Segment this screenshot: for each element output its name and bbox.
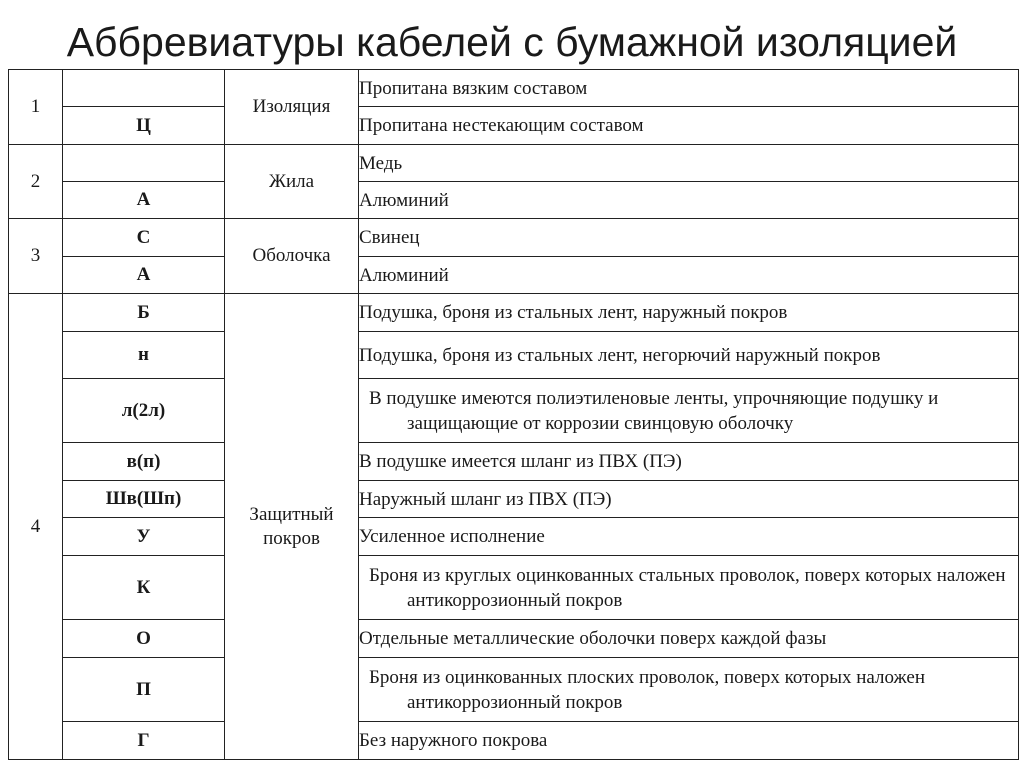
description-cell: В подушке имеются полиэтиленовые ленты, упрочняющие подушку и защищающие от коррозии свинцовую оболочку <box>359 379 1019 443</box>
abbreviation-cell: А <box>63 257 225 294</box>
abbreviation-cell <box>63 145 225 182</box>
description-cell: Алюминий <box>359 182 1019 219</box>
description-cell: Подушка, броня из стальных лент, наружный покров <box>359 294 1019 332</box>
table-row <box>9 379 1019 443</box>
group-name: Защитный покров <box>225 294 359 760</box>
description-cell: Пропитана нестекающим составом <box>359 107 1019 145</box>
abbreviation-cell: О <box>63 620 225 658</box>
abbreviation-cell: в(п) <box>63 443 225 481</box>
group-name: Оболочка <box>225 219 359 294</box>
description-cell: Отдельные металлические оболочки поверх каждой фазы <box>359 620 1019 658</box>
section-number: 2 <box>9 145 63 219</box>
section-number: 4 <box>9 294 63 760</box>
description-cell: Усиленное исполнение <box>359 518 1019 556</box>
abbreviation-cell: л(2л) <box>63 379 225 443</box>
description-cell: Свинец <box>359 219 1019 257</box>
description-cell: Алюминий <box>359 257 1019 294</box>
table-row <box>9 107 1019 145</box>
abbreviation-cell: Г <box>63 722 225 760</box>
abbreviation-cell: С <box>63 219 225 257</box>
table-row <box>9 219 1019 257</box>
group-name: Жила <box>225 145 359 219</box>
section-number: 1 <box>9 70 63 145</box>
section-number: 3 <box>9 219 63 294</box>
abbreviation-cell: Шв(Шп) <box>63 481 225 518</box>
description-cell: Наружный шланг из ПВХ (ПЭ) <box>359 481 1019 518</box>
description-cell: В подушке имеется шланг из ПВХ (ПЭ) <box>359 443 1019 481</box>
description-cell: Подушка, броня из стальных лент, негорючий наружный покров <box>359 332 1019 379</box>
table-row <box>9 481 1019 518</box>
table-row <box>9 518 1019 556</box>
abbreviations-table <box>8 69 1019 760</box>
group-name: Изоляция <box>225 70 359 145</box>
description-cell: Броня из круглых оцинкованных стальных проволок, поверх которых наложен антикоррозионный покров <box>359 556 1019 620</box>
abbreviation-cell: К <box>63 556 225 620</box>
table-row <box>9 70 1019 107</box>
table-row <box>9 620 1019 658</box>
abbreviation-cell: А <box>63 182 225 219</box>
abbreviation-cell: Ц <box>63 107 225 145</box>
table-row <box>9 556 1019 620</box>
abbreviation-cell: н <box>63 332 225 379</box>
table-row <box>9 257 1019 294</box>
abbreviation-cell <box>63 70 225 107</box>
description-cell: Броня из оцинкованных плоских проволок, поверх которых наложен антикоррозионный покров <box>359 658 1019 722</box>
table-row <box>9 294 1019 332</box>
table-row <box>9 145 1019 182</box>
description-cell: Без наружного покрова <box>359 722 1019 760</box>
table-row <box>9 658 1019 722</box>
description-cell: Медь <box>359 145 1019 182</box>
table-row <box>9 722 1019 760</box>
table-row <box>9 182 1019 219</box>
abbreviation-cell: П <box>63 658 225 722</box>
description-cell: Пропитана вязким составом <box>359 70 1019 107</box>
abbreviation-cell: Б <box>63 294 225 332</box>
page-title: Аббревиатуры кабелей с бумажной изоляцией <box>66 19 958 65</box>
abbreviation-cell: У <box>63 518 225 556</box>
table-row <box>9 443 1019 481</box>
table-row <box>9 332 1019 379</box>
